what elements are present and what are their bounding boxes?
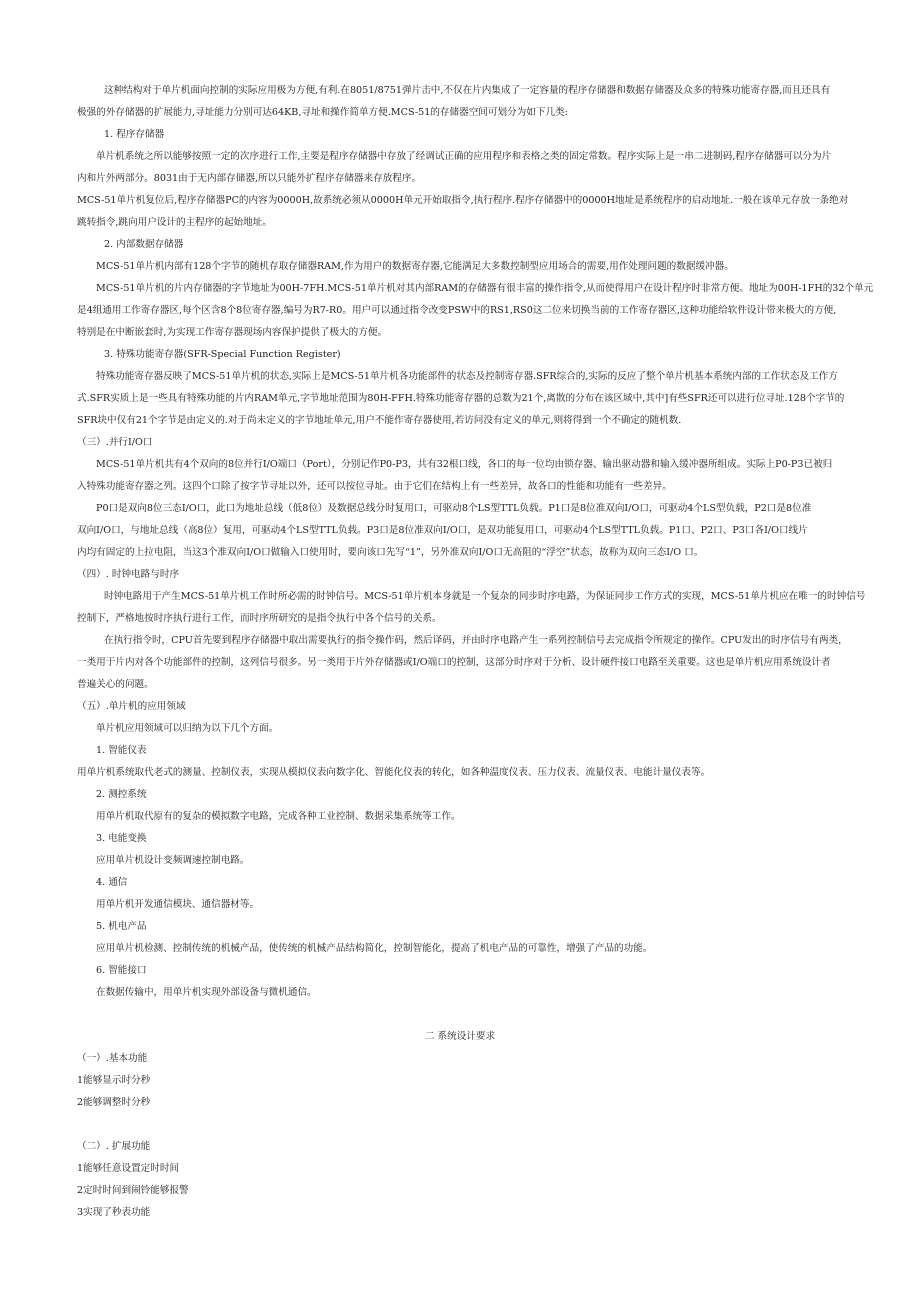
paragraph-line: 内和片外两部分。8031由于无内部存储器,所以只能外扩程序存储器来存放程序。 (77, 173, 422, 184)
paragraph-line: 入特殊功能寄存器之列。这四个口除了按字节寻址以外，还可以按位寻址。由于它们在结构上有一些差异，故各口的性能和功能有一些差异。 (77, 481, 672, 492)
list-item-heading: 3. 电能变换 (96, 833, 147, 844)
paragraph-line: 时钟电路用于产生MCS-51单片机工作时所必需的时钟信号。MCS-51单片机本身就是一个复杂的同步时序电路，为保证同步工作方式的实现，MCS-51单片机应在唯一的时钟信号 (104, 591, 866, 602)
paragraph-line: MCS-51单片机内部有128个字节的随机存取存储器RAM,作为用户的数据寄存器,它能满足大多数控制型应用场合的需要,用作处理问题的数据缓冲器。 (96, 261, 734, 272)
paragraph-line: MCS-51单片机共有4个双向的8位并行I/O端口（Port），分别记作P0-P3，共有32根口线，各口的每一位均由锁存器、输出驱动器和输入缓冲器所组成。实际上P0-P3已被归 (96, 459, 833, 470)
requirement-item: 2能够调整时分秒 (77, 1097, 151, 1108)
paragraph-line: 是4组通用工作寄存器区,每个区含8个8位寄存器,编号为R7-R0。用户可以通过指令改变PSW中的RS1,RS0这二位来切换当前的工作寄存器区,这种功能给软件设计带来极大的方便, (77, 305, 837, 316)
paragraph-line: 应用单片机检测、控制传统的机械产品，使传统的机械产品结构简化，控制智能化，提高了机电产品的可靠性，增强了产品的功能。 (96, 943, 653, 954)
paragraph-line: 在数据传输中，用单片机实现外部设备与微机通信。 (96, 987, 317, 998)
list-item-heading: 2. 测控系统 (96, 789, 147, 800)
list-item-heading: 4. 通信 (96, 877, 128, 888)
list-item-heading: 6. 智能接口 (96, 965, 147, 976)
paragraph-line: 在执行指令时，CPU首先要到程序存储器中取出需要执行的指令操作码，然后译码，并由时序电路产生一系列控制信号去完成指令所规定的操作。CPU发出的时序信号有两类， (104, 635, 848, 646)
requirement-item: 1能够任意设置定时时间 (77, 1163, 180, 1174)
paragraph-line: 单片机应用领域可以归纳为以下几个方面。 (96, 723, 279, 734)
section-heading: （二）. 扩展功能 (77, 1141, 151, 1152)
paragraph-line: 特别是在中断嵌套时,为实现工作寄存器现场内容保护提供了极大的方便。 (77, 327, 388, 338)
paragraph-line: 普遍关心的问题。 (77, 679, 154, 690)
list-item-heading: 5. 机电产品 (96, 921, 147, 932)
paragraph-line: 用单片机开发通信模块、通信器材等。 (96, 899, 260, 910)
requirement-item: 2定时时间到闹铃能够报警 (77, 1185, 189, 1196)
section-heading: （一）.基本功能 (77, 1053, 148, 1064)
paragraph-line: 用单片机系统取代老式的测量、控制仪表，实现从模拟仪表向数字化、智能化仪表的转化，如各种温度仪表、压力仪表、流量仪表、电能计量仪表等。 (77, 767, 711, 778)
paragraph-line: SFR块中仅有21个字节是由定义的.对于尚未定义的字节地址单元,用户不能作寄存器使用,若访问没有定义的单元,则将得到一个不确定的随机数. (77, 415, 682, 426)
section-heading: （四）. 时钟电路与时序 (77, 569, 180, 580)
paragraph-line: 内均有固定的上拉电阻，当这3个准双向I/O口做输入口使用时，要向该口先写“1”，另外准双向I/O口无高阻的“浮空”状态，故称为双向三态I/O 口。 (77, 547, 704, 558)
paragraph-line: 特殊功能寄存器反映了MCS-51单片机的状态,实际上是MCS-51单片机各功能部件的状态及控制寄存器.SFR综合的,实际的反应了整个单片机基本系统内部的工作状态及工作方 (96, 371, 838, 382)
section-heading: 3. 特殊功能寄存器(SFR-Special Function Register) (104, 349, 341, 360)
paragraph-line: P0口是双向8位三态I/O口，此口为地址总线（低8位）及数据总线分时复用口，可驱动8个LS型TTL负载。P1口是8位准双向I/O口，可驱动4个LS型负载，P2口是8位准 (96, 503, 812, 514)
paragraph-line: 控制下，严格地按时序执行进行工作，而时序所研究的是指令执行中各个信号的关系。 (77, 613, 442, 624)
paragraph-line: 用单片机取代原有的复杂的模拟数字电路，完成各种工业控制、数据采集系统等工作。 (96, 811, 461, 822)
chapter-heading: 二 系统设计要求 (424, 1031, 496, 1042)
requirement-item: 1能够显示时分秒 (77, 1075, 151, 1086)
section-heading: 2. 内部数据存储器 (104, 239, 184, 250)
paragraph-line: 极强的外存储器的扩展能力,寻址能力分别可达64KB,寻址和操作简单方便.MCS-51的存储器空间可划分为如下几类: (77, 107, 568, 118)
section-heading: （三）.并行I/O口 (77, 437, 153, 448)
paragraph-line: MCS-51单片机的片内存储器的字节地址为00H-7FH.MCS-51单片机对其内部RAM的存储器有很丰富的操作指令,从而使得用户在设计程序时非常方便。地址为00H-1FH的32个单元 (96, 283, 874, 294)
paragraph-line: 应用单片机设计变频调速控制电路。 (96, 855, 250, 866)
paragraph-line: 单片机系统之所以能够按照一定的次序进行工作,主要是程序存储器中存放了经调试正确的应用程序和表格之类的固定常数。程序实际上是一串二进制码,程序存储器可以分为片 (96, 151, 832, 162)
paragraph-line: 双向I/O口，与地址总线（高8位）复用，可驱动4个LS型TTL负载。P3口是8位准双向I/O口，是双功能复用口，可驱动4个LS型TTL负载。P1口、P2口、P3口各I/O口线片 (77, 525, 808, 536)
paragraph-line: 式.SFR实质上是一些具有特殊功能的片内RAM单元,字节地址范围为80H-FFH.特殊功能寄存器的总数为21个,离散的分布在该区域中,其中]有些SFR还可以进行位寻址.128个字节的 (77, 393, 845, 404)
list-item-heading: 1. 智能仪表 (96, 745, 147, 756)
paragraph-line: 一类用于片内对各个功能部件的控制，这列信号很多。另一类用于片外存储器或I/O端口的控制，这部分时序对于分析、设计硬件接口电路至关重要。这也是单片机应用系统设计者 (77, 657, 831, 668)
section-heading: 1. 程序存储器 (104, 129, 165, 140)
section-heading: （五）.单片机的应用领域 (77, 701, 186, 712)
requirement-item: 3实现了秒表功能 (77, 1207, 151, 1218)
paragraph-line: 这种结构对于单片机面向控制的实际应用极为方便,有利.在8051/8751弹片击中,不仅在片内集成了一定容量的程序存储器和数据存储器及众多的特殊功能寄存器,而且还具有 (104, 85, 831, 96)
paragraph-line: 跳转指令,跳向用户设计的主程序的起始地址。 (77, 217, 272, 228)
paragraph-line: MCS-51单片机复位后,程序存储器PC的内容为0000H,故系统必须从0000H单元开始取指令,执行程序.程序存储器中的0000H地址是系统程序的启动地址.一般在该单元存放一条绝对 (77, 195, 849, 206)
